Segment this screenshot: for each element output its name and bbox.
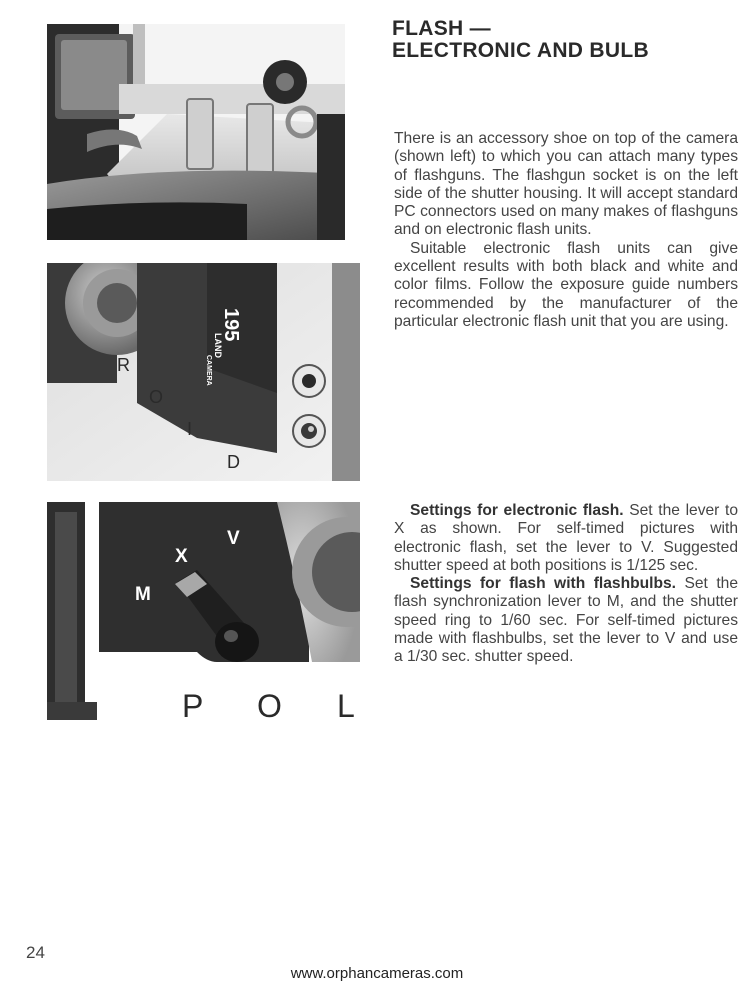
photo-sync-lever [47,502,360,720]
section-heading [392,18,732,62]
paragraph-accessory-shoe: There is an accessory shoe on top of the camera (shown left) to which you can attach many types of flashguns. The flashgun socket is on the left side of the shutter housing. It will accept standard PC connectors used on many makes of flashguns and on electronic flash units. [394,130,738,239]
paragraph-settings-bulbs [394,575,738,666]
brand-letter-d: D [227,452,240,472]
text-block-settings [394,502,738,667]
brand-letter-o: O [149,387,164,407]
paragraph-electronic-flash: Suitable electronic flash units can give excellent results with both black and white and color films. Follow the exposure guide numbers recommended by the manufacturer of the particular electronic flash unit that you are using. [394,239,738,330]
photo-accessory-shoe [47,24,345,240]
model-number-label: 195 [220,308,242,342]
settings-electronic-text: Set the lever to X as shown. For self-timed pictures with electronic flash, set the lever to V. Suggested shutter speed at both positions is 1/125 sec. [394,502,738,574]
settings-electronic-heading: Settings for electronic flash. [410,502,624,519]
brand-letter-r: R [117,355,130,375]
settings-bulbs-heading: Settings for flash with flashbulbs. [410,575,677,593]
text-block-accessory-shoe [394,130,738,331]
brand-letter-o2: O [257,688,282,720]
heading-line-2: ELECTRONIC AND BULB [392,39,649,62]
brand-letter-l: L [337,688,355,720]
brand-letter-p: P [182,688,204,720]
photo-flash-socket [47,263,360,481]
page-number: 24 [26,943,45,962]
heading-line-1: FLASH — [392,17,491,40]
lever-v-label: V [227,528,240,549]
paragraph-settings-electronic [394,502,738,575]
footer-url: www.orphancameras.com [290,965,464,982]
settings-bulbs-text: Set the flash synchronization lever to M, and the shutter speed ring to 1/60 sec. For self-timed pictures made with flashbulbs, set the lever to V and use a 1/30 sec. shutter speed. [394,575,739,666]
brand-letter-i: I [187,419,193,439]
lever-x-label: X [175,546,188,567]
land-label: LAND [213,333,223,358]
lever-m-label: M [135,584,151,605]
camera-label: CAMERA [205,355,212,386]
